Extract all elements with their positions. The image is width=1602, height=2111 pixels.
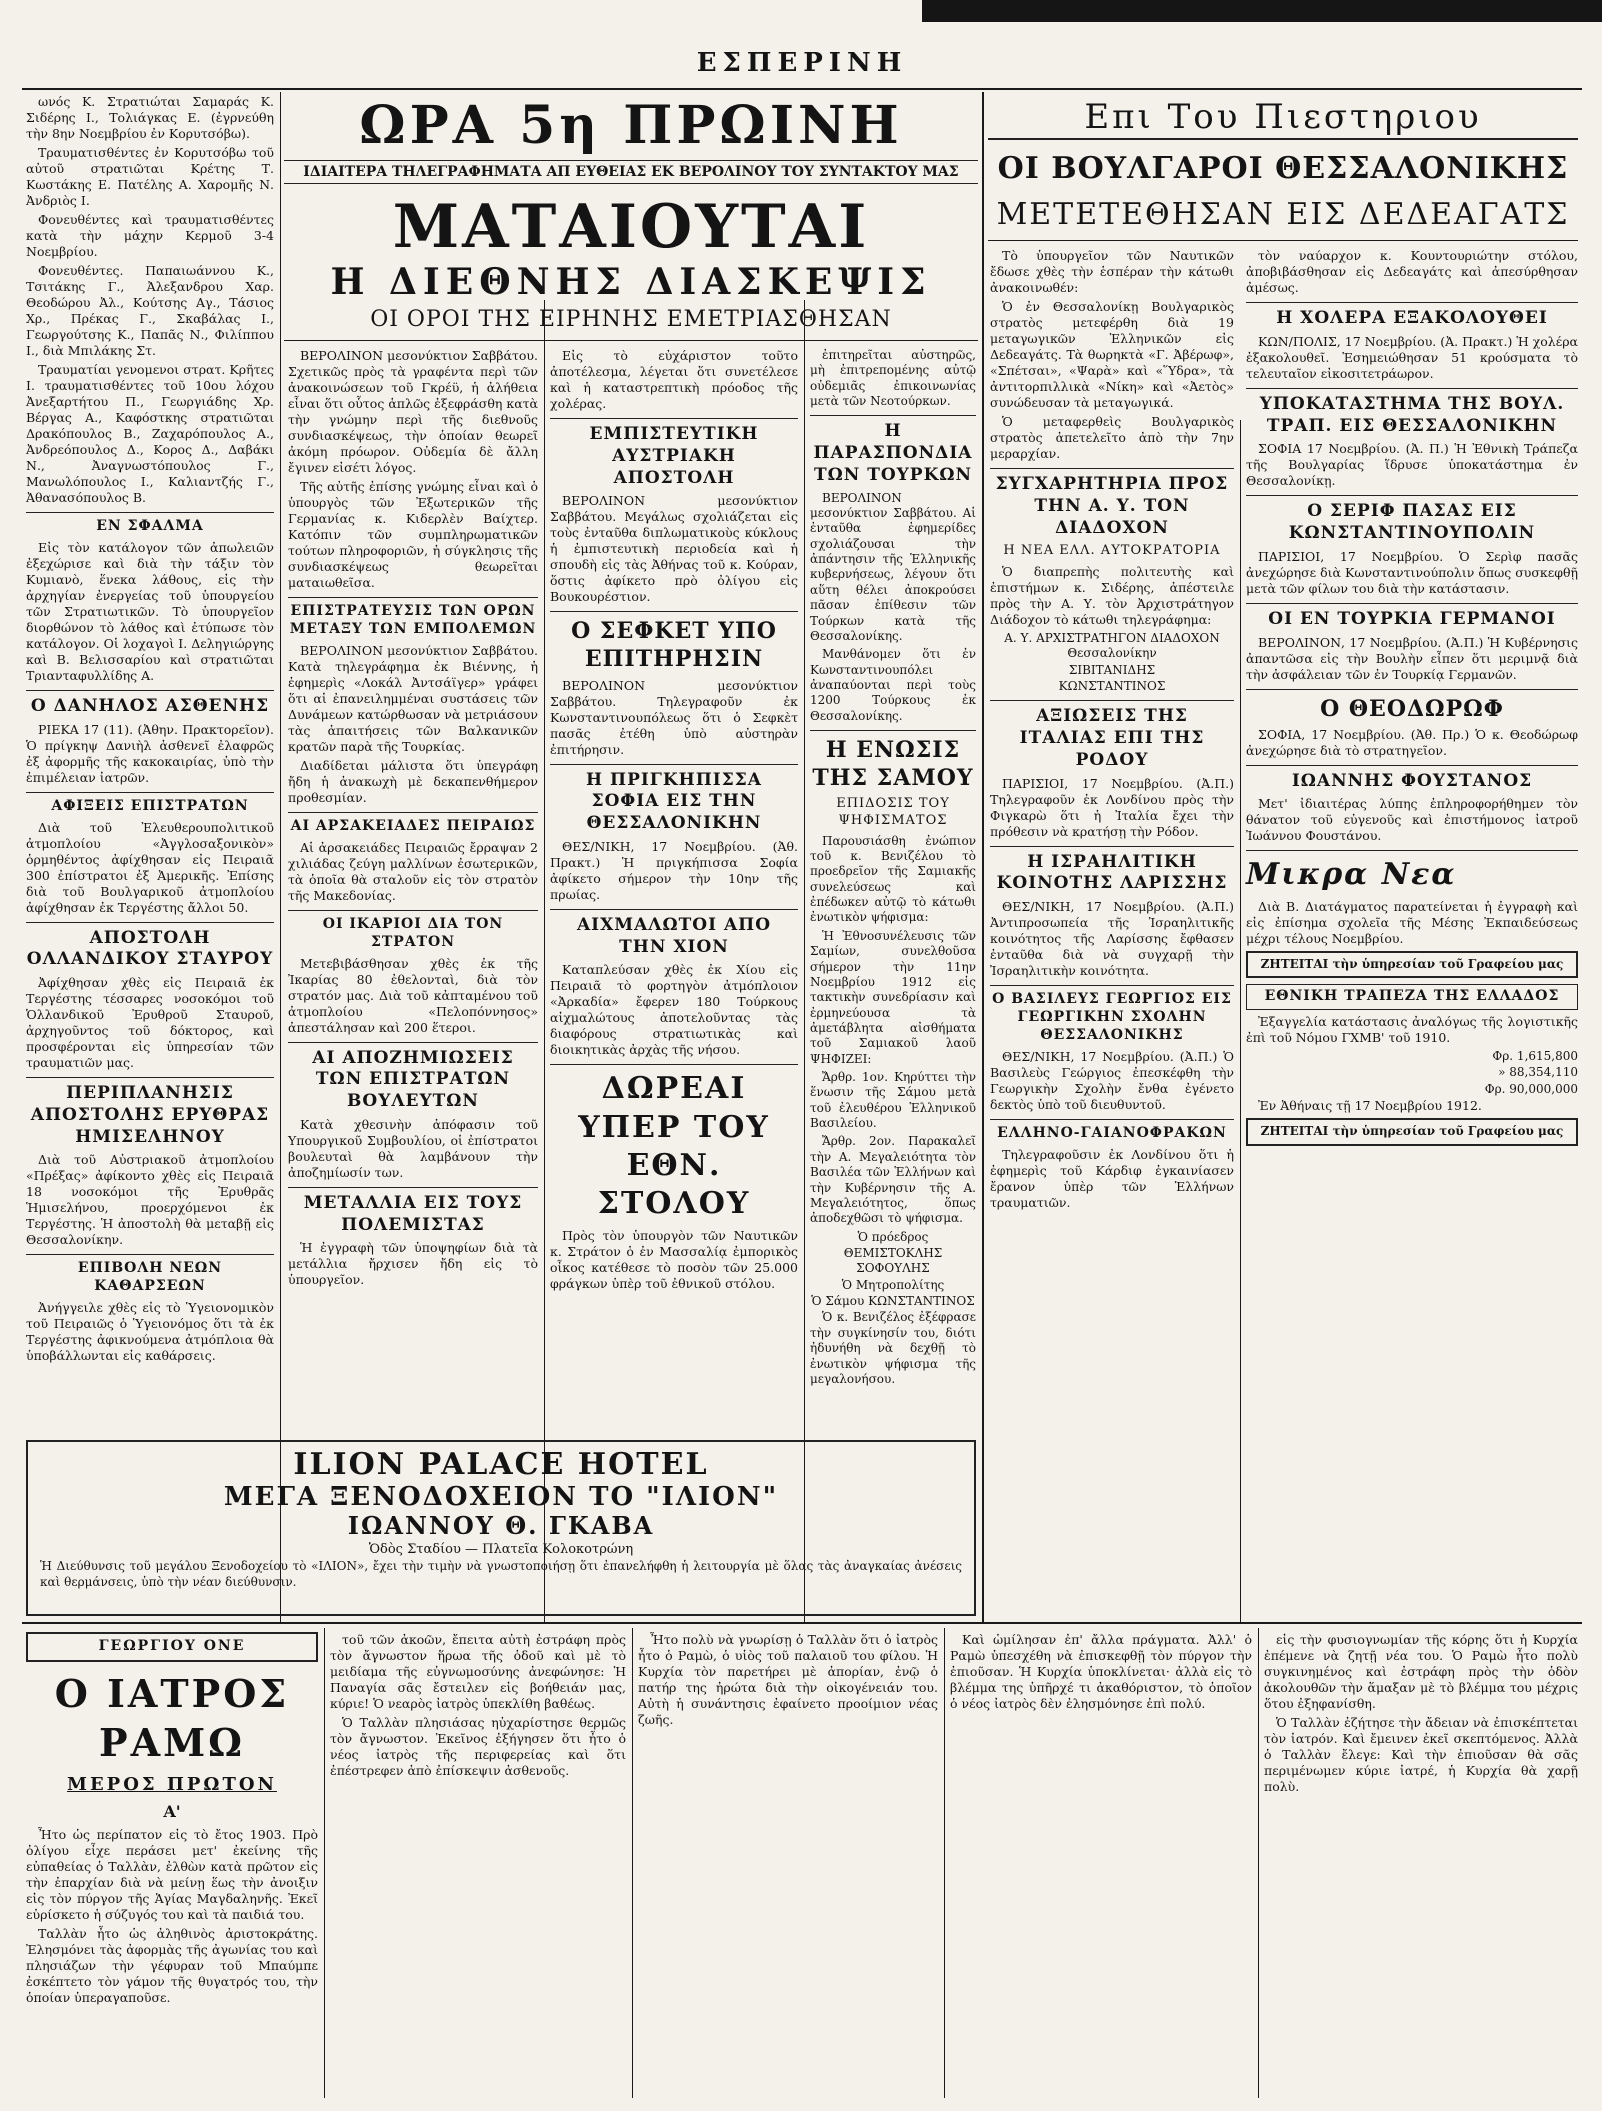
- column-rule: [982, 92, 984, 1622]
- signature: ΘΕΜΙΣΤΟΚΛΗΣ ΣΟΦΟΥΛΗΣ: [843, 1245, 943, 1276]
- headline: Ο ΒΑΣΙΛΕΥΣ ΓΕΩΡΓΙΟΣ ΕΙΣ ΓΕΩΡΓΙΚΗΝ ΣΧΟΛΗΝ ΘΕΣΣΑΛΟΝΙΚΗΣ: [990, 985, 1234, 1045]
- headline: Η ΙΣΡΑΗΛΙΤΙΚΗ ΚΟΙΝΟΤΗΣ ΛΑΡΙΣΣΗΣ: [990, 846, 1234, 896]
- paragraph: ΣΟΦΙΑ 17 Νοεμβρίου. (Ἀ. Π.) Ἡ Ἐθνικὴ Τράπεζα τῆς Βουλγαρίας ἵδρυσε ὑποκατάστημα ἐν Θεσσαλονίκῃ.: [1246, 441, 1578, 489]
- paragraph: ωνός Κ. Στρατιώται Σαμαράς Κ. Σιδέρης Ι., Τολιάγκας Ε. (ἐγρνεύθη τὴν 8ην Νοεμβρίου ἐν Κορυτσόβω).: [26, 94, 274, 141]
- headline: ΕΜΠΙΣΤΕΥΤΙΚΗ ΑΥΣΤΡΙΑΚΗ ΑΠΟΣΤΟΛΗ: [550, 418, 798, 489]
- headline: ΟΙ ΙΚΑΡΙΟΙ ΔΙΑ ΤΟΝ ΣΤΡΑΤΟΝ: [288, 910, 538, 952]
- paragraph: Διὰ Β. Διατάγματος παρατείνεται ἡ ἐγγραφὴ καὶ εἰς ἐπίσημα σχολεῖα τῆς Μέσης Ἐκπαιδεύσεως μέχρι τέλους Νοεμβρίου.: [1246, 898, 1578, 946]
- paragraph: Διὰ τοῦ Ἐλευθερουπολιτικοῦ ἀτμοπλοίου «Ἀγγλοσαξονικὸν» ὁρμηθέντος ἀφίχθησαν εἰς Πειραιᾶ 300 ἐπίστρατοι ἐξ Ἀμερικῆς. Ἐπίσης διὰ τοῦ Βουλγαρικοῦ ἀτμοπλοίου ἀφίχθησαν ἐκ Τεργέστης ἄλλοι 50.: [26, 819, 274, 915]
- paragraph: Ταλλὰν ἦτο ὡς ἀληθινὸς ἀριστοκράτης. Ἐλησμόνει τὰς ἀφορμὰς τῆς ἀγωνίας του καὶ πλησιάζων τὴν γέφυραν τοῦ Μπαύμπε ἐσκέπτετο τὸν γάμον τῆς θυγατρός του, τὴν ὁποίαν ὑπεραγαποῦσε.: [26, 1925, 318, 2005]
- newspaper-page: [22, 0, 1582, 2111]
- novel-column-3: [638, 1632, 938, 2098]
- column-6: [1246, 248, 1578, 1618]
- headline: ΕΛΛΗΝΟ-ΓΑΙΑΝΟΦΡΑΚΩΝ: [990, 1119, 1234, 1143]
- headline: ΜΕΤΑΛΛΙΑ ΕΙΣ ΤΟΥΣ ΠΟΛΕΜΙΣΤΑΣ: [288, 1187, 538, 1237]
- paragraph: Ἐξαγγελία κατάστασις ἀναλόγως τῆς λογιστικῆς ἐπὶ τοῦ Νόμου ΓΧΜΒ' τοῦ 1910.: [1246, 1014, 1578, 1046]
- paragraph: Ὁ Ταλλὰν πλησιάσας ηὐχαρίστησε θερμῶς τὸν ἄγνωστον. Ἐκεῖνος ἐξήγησεν ὅτι ἦτο ὁ νέος ἰατρὸς τῆς περιφερείας καὶ ὅτι ἐπέστρεφεν ἀπὸ ἐπίσκεψιν ἀσθενοῦς.: [330, 1715, 626, 1778]
- headline: Ο ΣΕΡΙΦ ΠΑΣΑΣ ΕΙΣ ΚΩΝΣΤΑΝΤΙΝΟΥΠΟΛΙΝ: [1246, 495, 1578, 545]
- paragraph: τοῦ τῶν ἀκοῶν, ἔπειτα αὐτὴ ἐστράφη πρὸς τὸν ἄγνωστον ἥρωα τῆς ὁδοῦ καὶ μὲ τὸ μειδίαμα τῆς εὐγνωμοσύνης ἀνεφώνησε: Ἡ Παναγία σᾶς ἔστειλεν εἰς βοήθειάν μας, κύριε! Ὁ νεαρὸς ἰατρὸς ὑπεκλίθη βαθέως.: [330, 1632, 626, 1711]
- paragraph: ΒΕΡΟΛΙΝΟΝ μεσονύκτιον Σαββάτου. Τηλεγραφοῦν ἐκ Κωνσταντινουπόλεως ὅτι ὁ Σεφκὲτ πασᾶς ἐτέθη ὑπὸ αὐστηρὰν ἐπιτήρησιν.: [550, 677, 798, 757]
- paragraph: ΘΕΣ/ΝΙΚΗ, 17 Νοεμβρίου. (Ἀ.Π.) Ἀντιπροσωπεία τῆς Ἰσραηλιτικῆς κοινότητος τῆς Λαρίσσης ἔφθασεν ἐνταῦθα διὰ νὰ συγχαρῇ τὴν Ἰσραηλιτικὴν κοινότητα.: [990, 899, 1234, 979]
- hotel-name: ILION PALACE HOTEL: [293, 1447, 709, 1482]
- paragraph: Μετ' ἰδιαιτέρας λύπης ἐπληροφορήθημεν τὸν θάνατον τοῦ εὐγενοῦς καὶ ἐπιστήμονος ἰατροῦ Ἰωάννου Φουστάνου.: [1246, 796, 1578, 844]
- main-headline-2: Η ΔΙΕΘΝΗΣ ΔΙΑΣΚΕΨΙΣ: [330, 261, 932, 303]
- column-5: [990, 248, 1234, 1618]
- right-headline-1: ΟΙ ΒΟΥΛΓΑΡΟΙ ΘΕΣΣΑΛΟΝΙΚΗΣ: [997, 151, 1569, 186]
- paragraph: ΘΕΣ/ΝΙΚΗ, 17 Νοεμβρίου. (Ἀ.Π.) Ὁ Βασιλεὺς Γεώργιος ἐπεσκέφθη τὴν Γεωργικὴν Σχολὴν ἔνθα ἐγένετο δεκτὸς ὑπὸ τοῦ διευθυντοῦ.: [990, 1048, 1234, 1112]
- column-3: [550, 348, 798, 1618]
- novel-column-4: [950, 1632, 1252, 2098]
- paragraph: Μανθάνομεν ὅτι ἐν Κωνσταντινουπόλει ἀναπαύονται περὶ τοὺς 1200 Τούρκους ἐκ Θεσσαλονίκης.: [810, 647, 976, 723]
- paragraph: Παρουσιάσθη ἐνώπιον τοῦ κ. Βενιζέλου τὸ προεδρεῖον τῆς Σαμιακῆς συνελεύσεως καὶ ἐπέδωκεν αὐτῷ τὸ κάτωθι ἐνωτικὸν ψήφισμα:: [810, 833, 976, 925]
- headline: ΣΥΓΧΑΡΗΤΗΡΙΑ ΠΡΟΣ ΤΗΝ Α. Υ. ΤΟΝ ΔΙΑΔΟΧΟΝ: [990, 468, 1234, 539]
- novel-part: ΜΕΡΟΣ ΠΡΩΤΟΝ: [67, 1774, 277, 1796]
- headline: ΙΩΑΝΝΗΣ ΦΟΥΣΤΑΝΟΣ: [1246, 765, 1578, 793]
- paragraph: Ἄρθρ. 1ον. Κηρύττει τὴν ἕνωσιν τῆς Σάμου μετὰ τοῦ ἐλευθέρου Ἑλληνικοῦ Βασιλείου.: [810, 1070, 976, 1131]
- novel-column-1: [26, 1632, 318, 2098]
- paragraph: ἐπιτηρεῖται αὐστηρῶς, μὴ ἐπιτρεπομένης αὐτῷ οὐδεμιᾶς ἐπικοινωνίας μετὰ τῶν Νεοτούρκων.: [810, 348, 976, 409]
- paragraph: Τραυματισθέντες ἐν Κορυτσόβω τοῦ αὐτοῦ στρατιῶται Κρέτης Τ. Κωστάκης Ε. Πατέλης Α. Χαρομῆς Ν. Ἀνδριὸς Ι.: [26, 145, 274, 208]
- paragraph: Εἰς τὸ εὐχάριστον τοῦτο ἀποτέλεσμα, λέγεται ὅτι συνετέλεσε καὶ ἡ καταστρεπτικὴ πρόοδος τῆς χολέρας.: [550, 348, 798, 411]
- paragraph: Τραυματίαι γενομενοι στρατ. Κρῆτες Ι. τραυματισθέντες τοῦ 10ου λόχου Ἀνεξαρτήτου Π., Γεωργιάδης Χρ. Βέργας Α., Καφόστκης στρατιῶται Δρακόπουλος Β., Ζαχαρόπουλος Α., Ἀνδρεόπουλος Δ., Κορος Δ., Δαβάκι Ν., Ἀναγνωστόπουλος Γ., Μανωλόπουλος Ι., Καλιαντζής Γ., Ἀθανασόπουλος Β.: [26, 362, 274, 505]
- signature: Α. Υ. ΑΡΧΙΣΤΡΑΤΗΓΟΝ ΔΙΑΔΟΧΟΝ Θεσσαλονίκην: [1004, 630, 1220, 661]
- novel-title: Ο ΙΑΤΡΟΣ ΡΑΜΩ: [54, 1670, 290, 1765]
- headline: ΑΞΙΩΣΕΙΣ ΤΗΣ ΙΤΑΛΙΑΣ ΕΠΙ ΤΗΣ ΡΟΔΟΥ: [990, 700, 1234, 771]
- column-rule: [1258, 1628, 1259, 2098]
- paragraph: Ὁ διαπρεπὴς πολιτευτὴς καὶ ἐπιστήμων κ. Σιδέρης, ἀπέστειλε πρὸς τὴν Α. Υ. τὸν Ἀρχιστράτηγον Διάδοχον τὸ κάτωθι τηλεγράφημα:: [990, 563, 1234, 627]
- paragraph: Διαδίδεται μάλιστα ὅτι ὑπεγράφη ἤδη ἡ ἀνακωχὴ μὲ δεκαπενθήμερον προθεσμίαν.: [288, 757, 538, 805]
- paragraph: Ἡ ἐγγραφὴ τῶν ὑποψηφίων διὰ τὰ μετάλλια ἤρχισεν ἤδη εἰς τὸ ὑπουργεῖον.: [288, 1240, 538, 1288]
- paragraph: ΠΑΡΙΣΙΟΙ, 17 Νοεμβρίου. (Ἀ.Π.) Τηλεγραφοῦν ἐκ Λονδίνου πρὸς τὴν Φιγκαρὼ ὅτι ἡ Ἰταλία ἔχει τὴν πρόθεσιν νὰ κρατήσῃ τὴν Ρόδον.: [990, 775, 1234, 839]
- column-rule: [280, 92, 281, 1622]
- right-banner-title: Επι Του Πιεστηριου: [988, 96, 1578, 140]
- column-2: [288, 348, 538, 1618]
- headline: ΕΝ ΣΦΑΛΜΑ: [26, 512, 274, 536]
- paragraph: ΣΟΦΙΑ, 17 Νοεμβρίου. (Ἀθ. Πρ.) Ὁ κ. Θεοδώρωφ ἀνεχώρησε διὰ τὸ στρατηγεῖον.: [1246, 726, 1578, 758]
- paragraph: Ὁ Ταλλὰν ἐζήτησε τὴν ἄδειαν νὰ ἐπισκέπτεται τὸν ἰατρόν. Καὶ ἔμεινεν ἐκεῖ σκεπτόμενος. Ἀλλὰ ὁ Ταλλὰν ἔλεγε: Καὶ τὴν ἐπιοῦσαν θὰ σᾶς περιμένωμεν κύριε ἰατρέ, ἡ Κυρχία θὰ χαρῇ πολὺ.: [1264, 1715, 1578, 1794]
- paragraph: Ὁ μεταφερθεὶς Βουλγαρικὸς στρατὸς ἀπετελεῖτο ἀπὸ τὴν 7ην μεραρχίαν.: [990, 414, 1234, 461]
- masthead-rule: [22, 88, 1582, 90]
- paragraph: Ἄρθρ. 2ον. Παρακαλεῖ τὴν Α. Μεγαλειότητα τὸν Βασιλέα τῶν Ἑλλήνων καὶ τὴν Κυβέρνησιν τῆς Α. Μεγαλειότητος, ὅπως ἀποδεχθῶσι τὸ ψήφισμα.: [810, 1134, 976, 1226]
- paragraph: ΒΕΡΟΛΙΝΟΝ, 17 Νοεμβρίου. (Ἀ.Π.) Ἡ Κυβέρνησις ἀπαντῶσα εἰς τὴν Βουλὴν εἶπεν ὅτι μεριμνᾷ διὰ τὴν ἀσφάλειαν τῶν ἐν Τουρκίᾳ Γερμανῶν.: [1246, 634, 1578, 682]
- paragraph: ΒΕΡΟΛΙΝΟΝ μεσονύκτιον Σαββάτου. Σχετικῶς πρὸς τὰ γραφέντα περὶ τῶν ἀνακοινώσεων τοῦ Γκρέϋ, ἡ ἀλήθεια εἶναι ὅτι οὗτος ἁπλῶς ἐξεφράσθη κατὰ τὴν γνώμην περὶ τῆς διεθνοῦς συνδιασκέψεως, τὴν ὁποίαν θεωρεῖ ἀκόμη πρόωρον. Οὐδεμία δὲ ἄλλη ἔγινεν εἰσέτι λόγος.: [288, 348, 538, 475]
- subheadline: Η ΝΕΑ ΕΛΛ. ΑΥΤΟΚΡΑΤΟΡΙΑ: [1003, 543, 1221, 559]
- novel-chapter: Α': [163, 1802, 181, 1822]
- hotel-advertisement: [26, 1440, 976, 1616]
- headline: ΑΙ ΑΠΟΖΗΜΙΩΣΕΙΣ ΤΩΝ ΕΠΙΣΤΡΑΤΩΝ ΒΟΥΛΕΥΤΩΝ: [288, 1042, 538, 1113]
- hotel-text: Ἡ Διεύθυνσις τοῦ μεγάλου Ξενοδοχείου τὸ «ΙΛΙΟΝ», ἔχει τὴν τιμὴν νὰ γνωστοποιήσῃ ὅτι ἐπανελήφθη ἡ λειτουργία μὲ ὅλας τὰς ἀναγκαίας ἀνέσεις καὶ θερμάνσεις, ὑπὸ τὴν νέαν διεύθυνσιν.: [40, 1559, 962, 1589]
- headline: Μικρα Νεα: [1246, 850, 1578, 894]
- paragraph: Φονευθέντες. Παπαιωάννου Κ., Τσιτάκης Γ., Ἀλεξανδρου Χαρ. Θεοδώρου Ἀλ., Κούτσης Αγ., Τάσιος Χρ., Πρέκας Γ., Σκαβάλας Ι., Γεωργούτσης Κ., Παπᾶς Ν., Φιλίππου Ι., διὰ Μπιλάκης Στ.: [26, 263, 274, 358]
- column-rule: [1240, 420, 1241, 1622]
- headline: ΔΩΡΕΑΙ ΥΠΕΡ ΤΟΥ ΕΘΝ. ΣΤΟΛΟΥ: [550, 1064, 798, 1224]
- headline: ΑΙ ΑΡΣΑΚΕΙΑΔΕΣ ΠΕΙΡΑΙΩΣ: [288, 812, 538, 836]
- paragraph: ΚΩΝ/ΠΟΛΙΣ, 17 Νοεμβρίου. (Ἀ. Πρακτ.) Ἡ χολέρα ἐξακολουθεῖ. Ἐσημειώθησαν 51 κρούσματα τὸ τελευταῖον εἰκοσιτετράωρον.: [1246, 333, 1578, 381]
- paragraph: Εἰς τὸν κατάλογον τῶν ἀπωλειῶν ἐξεχώρισε καὶ διὰ τὴν τάξιν τὸν Κυμιανὸ, ἕνεκα λάθους, εἰς τὴν ἀρχηγίαν ἐνεργείας τοῦ ὑπουργείου τῶν Στρατιωτικῶν. Τὸ ὑπουργεῖον διορθώνον τὸ λάθος καὶ ἐτύπωσε τὸν κατάλογον. Οἱ λοχαγοὶ Ι. Δεληγιώργης καὶ Β. Βελισσαρίου καὶ στρατιῶται Τριανταφυλλίδης Α.: [26, 539, 274, 683]
- figure-line: Φρ. 90,000,000: [1484, 1081, 1578, 1096]
- paragraph: Διὰ τοῦ Αὐστριακοῦ ἀτμοπλοίου «Πρέξας» ἀφίκοντο χθὲς εἰς Πειραιᾶ 18 νοσοκόμοι τῆς Ἐρυθρᾶς Ἡμισελήνου, προερχόμενοι ἐκ Τεργέστης. Ἡ ἀποστολὴ θὰ μεταβῇ εἰς Θεσσαλονίκην.: [26, 1152, 274, 1248]
- hotel-owner: ΙΩΑΝΝΟΥ Θ. ΓΚΑΒΑ: [347, 1511, 655, 1540]
- banner-title: ΩΡΑ 5η ΠΡΩΙΝΗ: [359, 95, 903, 156]
- signature: Ὁ πρόεδρος: [857, 1229, 929, 1244]
- signature: Ὁ Σάμου ΚΩΝΣΤΑΝΤΙΝΟΣ: [811, 1294, 975, 1309]
- masthead: ΕΣΠΕΡΙΝΗ: [696, 48, 908, 78]
- column-rule: [544, 300, 545, 1622]
- paragraph: Αἱ ἀρσακειάδες Πειραιῶς ἔρραψαν 2 χιλιάδας ζεύγη μαλλίνων ἐσωτερικῶν, τὰ ὁποῖα θὰ σταλοῦν εἰς τὸν στρατὸν τῆς Μακεδονίας.: [288, 839, 538, 903]
- paragraph: ΠΑΡΙΣΙΟΙ, 17 Νοεμβρίου. Ὁ Σερὶφ πασᾶς ἀνεχώρησε διὰ Κωνσταντινούπολιν ὅπως συσκεφθῇ μετὰ τῶν φίλων του διὰ τὴν κατάστασιν.: [1246, 548, 1578, 596]
- paragraph: Ὁ ἐν Θεσσαλονίκῃ Βουλγαρικὸς στρατὸς μετεφέρθη διὰ 19 μεταγωγικῶν Ἑλληνικῶν εἰς Δεδεαγάτς. Τὰ θωρηκτὰ «Γ. Ἀβέρωφ», «Σπέτσαι», «Ψαρὰ» καὶ «Ὕδρα», τὰ ἀντιτορπιλλικὰ «Νίκη» καὶ «Ἀετὸς» συνώδευσαν τὰ μεταγωγικά.: [990, 299, 1234, 410]
- right-headline-2: ΜΕΤΕΤΕΘΗΣΑΝ ΕΙΣ ΔΕΔΕΑΓΑΤΣ: [996, 197, 1570, 232]
- column-rule: [804, 300, 805, 1622]
- paragraph: ΒΕΡΟΛΙΝΟΝ μεσονύκτιον Σαββάτου. Αἱ ἐνταῦθα ἐφημερίδες σχολιάζουσαι τὴν ἀπάντησιν τῆς Ἑλληνικῆς κυβερνήσεως, λέγουν ὅτι αὕτη θέλει ἀποκρούσει πᾶσαν ἐπίθεσιν τῶν Τούρκων κατὰ τῆς Θεσσαλονίκης.: [810, 490, 976, 643]
- headline: Η ΠΑΡΑΣΠΟΝΔΙΑ ΤΩΝ ΤΟΥΡΚΩΝ: [810, 415, 976, 486]
- figure-line: » 88,354,110: [1498, 1065, 1578, 1080]
- headline: Η ΠΡΙΓΚΗΠΙΣΣΑ ΣΟΦΙΑ ΕΙΣ ΤΗΝ ΘΕΣΣΑΛΟΝΙΚΗΝ: [550, 764, 798, 835]
- column-rule: [632, 1628, 633, 2098]
- banner-rule: [284, 340, 978, 341]
- banner-rule: [988, 240, 1578, 241]
- column-rule: [944, 1628, 945, 2098]
- headline: ΕΠΙΒΟΛΗ ΝΕΩΝ ΚΑΘΑΡΣΕΩΝ: [26, 1254, 274, 1296]
- paragraph: Ἦτο ὡς περίπατον εἰς τὸ ἔτος 1903. Πρὸ ὀλίγου εἶχε περάσει μετ' ἐκείνης τῆς εὐπαθείας ὁ Ταλλὰν, ἐλθὼν κατὰ πρῶτον εἰς τὴν ἐπαρχίαν διὰ νὰ μείνῃ ἕως τὴν ἀνοιξιν εἰς τὸν πύργον τῆς Ἁγίας Μαγδαληνῆς. Ἐκεῖ εὑρίσκετο ἡ σύζυγός του καὶ τὰ παιδιά του.: [26, 1826, 318, 1922]
- paragraph: Μετεβιβάσθησαν χθὲς ἐκ τῆς Ἰκαρίας 80 ἐθελονταὶ, διὰ τὸν στρατόν μας. Διὰ τοῦ κἀπταμένου τοῦ ἀτμοπλοίου «Πελοπόννησος» ἀπεστάλησαν καὶ 200 ἕτεροι.: [288, 955, 538, 1035]
- notice-box: ΖΗΤΕΙΤΑΙ τὴν ὑπηρεσίαν τοῦ Γραφείου μας: [1246, 1118, 1578, 1145]
- column-1: [26, 94, 274, 1364]
- headline: Ο ΔΑΝΗΛΟΣ ΑΣΘΕΝΗΣ: [26, 690, 274, 718]
- paragraph: ΡΙΕΚΑ 17 (11). (Ἀθην. Πρακτορεῖον). Ὁ πρίγκηψ Δανιὴλ ἀσθενεῖ ἐλαφρῶς ἐξ ἀφορμῆς τῆς κακοκαιρίας, ὑπὸ τὴν ἐπιμέλειαν ἰατρῶν.: [26, 721, 274, 785]
- paragraph: Ἦτο πολὺ νὰ γνωρίσῃ ὁ Ταλλὰν ὅτι ὁ ἰατρὸς ἦτο ὁ Ραμὼ, ὁ υἱὸς τοῦ παλαιοῦ του φίλου. Ἡ Κυρχία τὸν παρετήρει μὲ ἀπορίαν, ἐνῷ ὁ πατήρ της ἠρώτα διὰ τὴν οἰκογένειάν του. Αὐτὴ ἡ συνάντησις ἐφαίνετο προοίμιον νέας ζωῆς.: [638, 1632, 938, 1727]
- headline: Ο ΣΕΦΚΕΤ ΥΠΟ ΕΠΙΤΗΡΗΣΙΝ: [550, 611, 798, 673]
- figure-line: Φρ. 1,615,800: [1492, 1049, 1578, 1064]
- paragraph: Καταπλεύσαν χθὲς ἐκ Χίου εἰς Πειραιᾶ τὸ φορτηγὸν ἀτμόπλοιον «Ἀρκαδία» ἔφερεν 180 Τούρκους αἰχμαλώτους ἀποτελοῦντας τὰς διαφόρους στρατιωτικὰς καὶ διοικητικὰς ἀρχὰς τῆς νήσου.: [550, 962, 798, 1058]
- paragraph: Κατὰ χθεσινὴν ἀπόφασιν τοῦ Υπουργικοῦ Συμβουλίου, οἱ ἐπίστρατοι βουλευταὶ θὰ λαμβάνουν τὴν ἀποζημίωσίν των.: [288, 1116, 538, 1180]
- headline: ΟΙ ΕΝ ΤΟΥΡΚΙΑ ΓΕΡΜΑΝΟΙ: [1246, 603, 1578, 631]
- paragraph: Τὸ ὑπουργεῖον τῶν Ναυτικῶν ἔδωσε χθὲς τὴν ἑσπέραν τὴν κάτωθι ἀνακοινωθέν:: [990, 248, 1234, 295]
- paragraph: εἰς τὴν φυσιογνωμίαν τῆς κόρης ὅτι ἡ Κυρχία ἐπέμενε νὰ ζητῇ νέα του. Ὁ Ραμὼ ἦτο πολὺ συγκινημένος καὶ ἐστράφη πρὸς τὴν ὁδὸν ἀκολουθῶν τὴν ἅμαξαν μὲ τὸ βλέμμα του μέχρις ὅτου ἐξηφανίσθη.: [1264, 1632, 1578, 1711]
- paragraph: τὸν ναύαρχον κ. Κουντουριώτην στόλου, ἀποβιβάσθησαν εἰς Δεδεαγάτς καὶ ἀπεσύρθησαν ἀμέσως.: [1246, 248, 1578, 295]
- column-4: [810, 348, 976, 1618]
- headline: ΑΦΙΞΕΙΣ ΕΠΙΣΤΡΑΤΩΝ: [26, 792, 274, 816]
- headline: Η ΕΝΩΣΙΣ ΤΗΣ ΣΑΜΟΥ: [810, 730, 976, 792]
- paragraph: ΘΕΣ/ΝΙΚΗ, 17 Νοεμβρίου. (Ἀθ. Πρακτ.) Ἡ πριγκήπισσα Σοφία ἀφίκετο σήμερον τὴν 10ην τῆς πρωίας.: [550, 838, 798, 902]
- notice-box: ΖΗΤΕΙΤΑΙ τὴν ὑπηρεσίαν τοῦ Γραφείου μας: [1246, 951, 1578, 978]
- main-headline-3: ΟΙ ΟΡΟΙ ΤΗΣ ΕΙΡΗΝΗΣ ΕΜΕΤΡΙΑΣΘΗΣΑΝ: [370, 307, 892, 332]
- paragraph: Ὁ κ. Βενιζέλος ἐξέφρασε τὴν συγκίνησίν του, διότι ἠδυνήθη νὰ δεχθῇ τὸ ἐνωτικὸν ψήφισμα τῆς μεγαλονήσου.: [810, 1310, 976, 1386]
- hotel-name-greek: ΜΕΓΑ ΞΕΝΟΔΟΧΕΙΟΝ ΤΟ "ΙΛΙΟΝ": [223, 1482, 779, 1512]
- headline: Η ΧΟΛΕΡΑ ΕΞΑΚΟΛΟΥΘΕΙ: [1246, 302, 1578, 330]
- paragraph: Φονευθέντες καὶ τραυματισθέντες κατὰ τὴν μάχην Κερμοῦ 3-4 Νοεμβρίου.: [26, 212, 274, 259]
- top-edge-shadow: [922, 0, 1602, 22]
- signature: ΣΙΒΙΤΑΝΙΔΗΣ: [1068, 662, 1156, 677]
- headline: ΕΠΙΣΤΡΑΤΕΥΣΙΣ ΤΩΝ ΟΡΩΝ ΜΕΤΑΞΥ ΤΩΝ ΕΜΠΟΛΕΜΩΝ: [288, 597, 538, 639]
- paragraph: Τῆς αὐτῆς ἐπίσης γνώμης εἶναι καὶ ὁ ὑπουργὸς τῶν Ἐξωτερικῶν τῆς Γερμανίας κ. Κιδερλὲν Βαίχτερ. Κατόπιν τῶν συμπληρωματικῶν τούτων πληροφοριῶν, ἡ σύγκλησις τῆς συνδιασκέψεως θεωρεῖται ματαιωθεῖσα.: [288, 479, 538, 590]
- subheadline: ΕΠΙΔΟΣΙΣ ΤΟΥ ΨΗΦΙΣΜΑΤΟΣ: [836, 796, 950, 829]
- headline: ΑΙΧΜΑΛΩΤΟΙ ΑΠΟ ΤΗΝ ΧΙΟΝ: [550, 909, 798, 959]
- main-headline: ΜΑΤΑΙΟΥΤΑΙ: [392, 192, 870, 262]
- paragraph: Ἐν Ἀθήναις τῇ 17 Νοεμβρίου 1912.: [1258, 1098, 1482, 1114]
- headline: ΥΠΟΚΑΤΑΣΤΗΜΑ ΤΗΣ ΒΟΥΛ. ΤΡΑΠ. ΕΙΣ ΘΕΣΣΑΛΟΝΙΚΗΝ: [1246, 388, 1578, 438]
- paragraph: Ἀνήγγειλε χθὲς εἰς τὸ Ὑγειονομικὸν τοῦ Πειραιῶς ὁ Ὑγειονόμος ὅτι τὰ ἐκ Τεργέστης ἀφικνούμενα ἀτμόπλοια θὰ ὑποβάλλωνται εἰς καθάρσεις.: [26, 1300, 274, 1364]
- novel-column-5: [1264, 1632, 1578, 2098]
- headline: Ο ΘΕΟΔΩΡΩΦ: [1246, 689, 1578, 723]
- hotel-address: Ὁδὸς Σταδίου — Πλατεῖα Κολοκοτρώνη: [368, 1542, 634, 1557]
- headline: ΑΠΟΣΤΟΛΗ ΟΛΛΑΝΔΙΚΟΥ ΣΤΑΥΡΟΥ: [26, 922, 274, 972]
- headline: ΕΘΝΙΚΗ ΤΡΑΠΕΖΑ ΤΗΣ ΕΛΛΑΔΟΣ: [1246, 984, 1578, 1010]
- banner-subtitle: ΙΔΙΑΙΤΕΡΑ ΤΗΛΕΓΡΑΦΗΜΑΤΑ ΑΠ ΕΥΘΕΙΑΣ ΕΚ ΒΕΡΟΛΙΝΟΥ ΤΟΥ ΣΥΝΤΑΚΤΟΥ ΜΑΣ: [284, 160, 978, 184]
- paragraph: Τηλεγραφοῦσιν ἐκ Λονδίνου ὅτι ἡ ἐφημερὶς τοῦ Κάρδιφ ἐγκαινίασεν ἔρανον ὑπὲρ τῶν Ἑλλήνων τραυματιῶν.: [990, 1146, 1234, 1210]
- signature: ΚΩΝΣΤΑΝΤΙΝΟΣ: [1058, 678, 1166, 693]
- paragraph: Πρὸς τὸν ὑπουργὸν τῶν Ναυτικῶν κ. Στράτον ὁ ἐν Μασσαλίᾳ ἐμπορικὸς οἶκος κατέθεσε τὸ ποσὸν τῶν 25.000 φράγκων ὑπὲρ τοῦ ἐθνικοῦ στόλου.: [550, 1227, 798, 1291]
- signature: Ὁ Μητροπολίτης: [841, 1277, 945, 1292]
- paragraph: ΒΕΡΟΛΙΝΟΝ μεσονύκτιον Σαββάτου. Μεγάλως σχολιάζεται εἰς τοὺς ἐνταῦθα διπλωματικοὺς κύκλους ἡ ἐμπιστευτικὴ περιοδεία καὶ ἡ σπουδὴ εἰς τὰς Ἀθήνας τοῦ κ. Κούραν, ὅστις ἀφίκετο πρὸ ὀλίγου εἰς Βουκουρέστιον.: [550, 493, 798, 605]
- column-rule: [324, 1628, 325, 2098]
- paragraph: Ἀφίχθησαν χθὲς εἰς Πειραιᾶ ἐκ Τεργέστης τέσσαρες νοσοκόμοι τοῦ Ὁλλανδικοῦ Ἐρυθροῦ Σταυροῦ, ἀρχηγοῦντος τοῦ δόκτορος, καὶ προσφέρονται εἰς ὑπηρεσίαν τῶν τραυματιῶν μας.: [26, 975, 274, 1071]
- novel-author: ΓΕΩΡΓΙΟΥ ΟΝΕ: [26, 1632, 318, 1662]
- paragraph: Ἡ Ἐθνοσυνέλευσις τῶν Σαμίων, συνελθοῦσα σήμερον τὴν 11ην Νοεμβρίου 1912 εἰς τακτικὴν συνεδρίασιν καὶ ἐρμηνεύουσα τὰ ἀμετάβλητα αἰσθήματα τοῦ Σαμιακοῦ λαοῦ ΨΗΦΙΖΕΙ:: [810, 928, 976, 1066]
- paragraph: ΒΕΡΟΛΙΝΟΝ μεσονύκτιον Σαββάτου. Κατὰ τηλεγράφημα ἐκ Βιέννης, ἡ ἐφημερὶς «Λοκάλ Ἀντσάϊγερ» γράφει ὅτι αἱ ἐπανειλημμέναι συστάσεις τῶν Δυνάμεων κατώρθωσαν νὰ μετριάσουν τὰς ἀπαιτήσεις τῶν Βαλκανικῶν κρατῶν παρὰ τῆς Τουρκίας.: [288, 642, 538, 754]
- headline: ΠΕΡΙΠΛΑΝΗΣΙΣ ΑΠΟΣΤΟΛΗΣ ΕΡΥΘΡΑΣ ΗΜΙΣΕΛΗΝΟΥ: [26, 1077, 274, 1148]
- novel-column-2: [330, 1632, 626, 2098]
- section-rule: [22, 1622, 1582, 1624]
- paragraph: Καὶ ὡμίλησαν ἐπ' ἄλλα πράγματα. Ἀλλ' ὁ Ραμὼ ὑπεσχέθη νὰ ἐπισκεφθῇ τὸν πύργον τὴν ἐπιοῦσαν. Ἡ Κυρχία ὑποκλίνεται· ἀλλὰ εἰς τὸ βλέμμα της ὑπῆρχέ τι ἀκαθόριστον, τὸ ὁποῖον ὁ νέος ἰατρὸς δὲν ἐλησμόνησε ἐπὶ πολύ.: [950, 1632, 1252, 1711]
